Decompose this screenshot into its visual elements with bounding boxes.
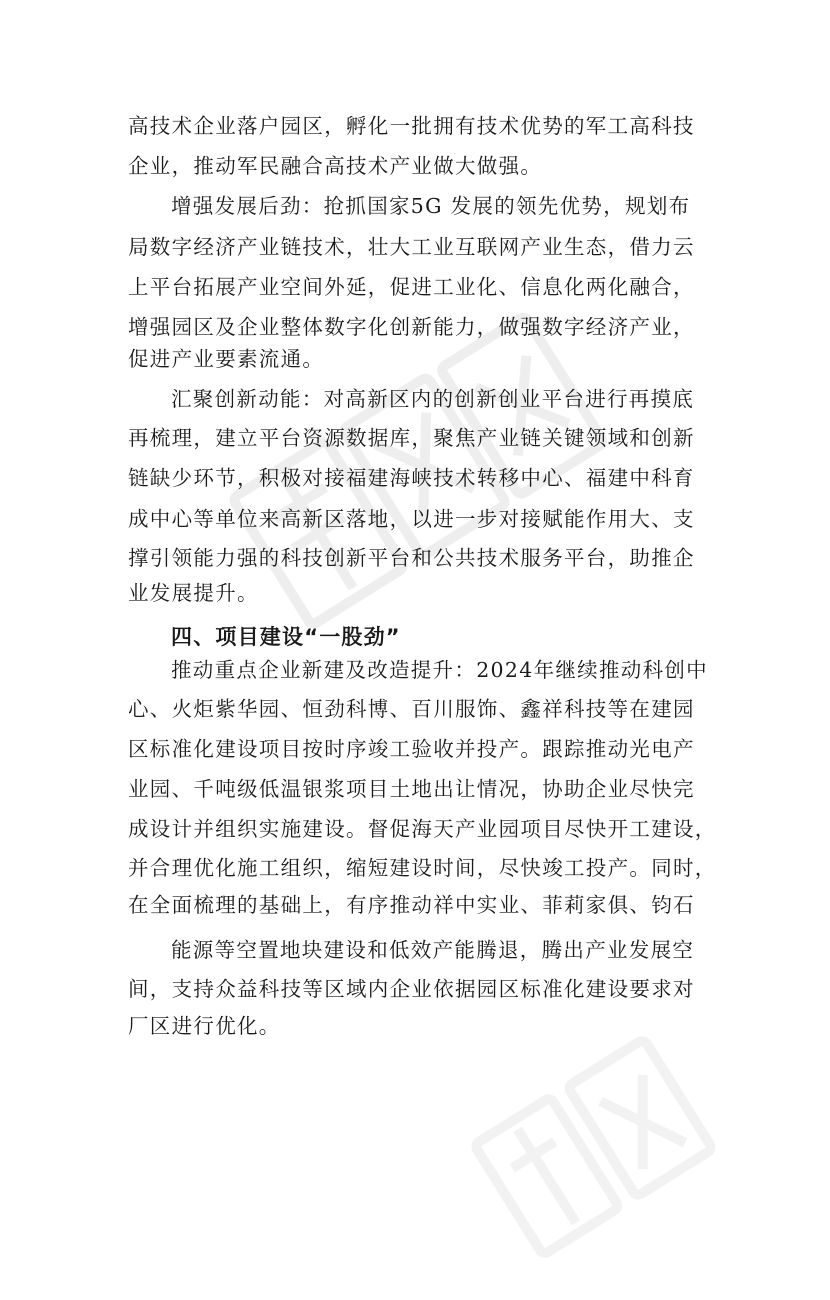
paragraph-line: 业发展提升。 xyxy=(128,581,259,605)
paragraph-line: 业园、千吨级低温银浆项目土地出让情况，协助企业尽快完 xyxy=(128,777,695,801)
paragraph-line: 推动重点企业新建及改造提升：2024年继续推动科创中 xyxy=(171,658,708,682)
paragraph-line: 链缺少环节，积极对接福建海峡技术转移中心、福建中科育 xyxy=(128,466,695,490)
paragraph-line: 促进产业要素流通。 xyxy=(128,347,325,371)
paragraph-line: 厂区进行优化。 xyxy=(128,1014,281,1038)
paragraph-line: 并合理优化施工组织，缩短建设时间，尽快竣工投产。同时， xyxy=(128,856,717,880)
paragraph-line: 增强园区及企业整体数字化创新能力，做强数字经济产业， xyxy=(128,315,695,339)
watermark-icon xyxy=(441,960,818,1299)
paragraph-line: 企业，推动军民融合高技术产业做大做强。 xyxy=(128,154,543,178)
paragraph-line: 成中心等单位来高新区落地，以进一步对接赋能作用大、支 xyxy=(128,507,695,531)
paragraph-line: 汇聚创新动能：对高新区内的创新创业平台进行再摸底 xyxy=(171,387,695,411)
paragraph-line: 成设计并组织实施建设。督促海天产业园项目尽快开工建设， xyxy=(128,817,717,841)
paragraph-line: 上平台拓展产业空间外延，促进工业化、信息化两化融合， xyxy=(128,275,695,299)
paragraph-line: 心、火炬紫华园、恒劲科博、百川服饰、鑫祥科技等在建园 xyxy=(128,697,695,721)
paragraph-line: 区标准化建设项目按时序竣工验收并投产。跟踪推动光电产 xyxy=(128,737,695,761)
paragraph-line: 间，支持众益科技等区域内企业依据园区标准化建设要求对 xyxy=(128,977,695,1001)
paragraph-line: 能源等空置地块建设和低效产能腾退，腾出产业发展空 xyxy=(171,938,695,962)
paragraph-line: 再梳理，建立平台资源数据库，聚焦产业链关键领域和创新 xyxy=(128,426,695,450)
paragraph-line: 在全面梳理的基础上，有序推动祥中实业、菲莉家俱、钧石 xyxy=(128,893,695,917)
paragraph-line: 撑引领能力强的科技创新平台和公共技术服务平台，助推企 xyxy=(128,546,695,570)
paragraph-line: 增强发展后劲：抢抓国家5G 发展的领先优势，规划布 xyxy=(171,194,691,218)
paragraph-line: 局数字经济产业链技术，壮大工业互联网产业生态，借力云 xyxy=(128,235,695,259)
paragraph-line: 高技术企业落户园区，孵化一批拥有技术优势的军工高科技 xyxy=(128,114,695,138)
section-heading: 四、项目建设“一股劲” xyxy=(171,625,401,649)
